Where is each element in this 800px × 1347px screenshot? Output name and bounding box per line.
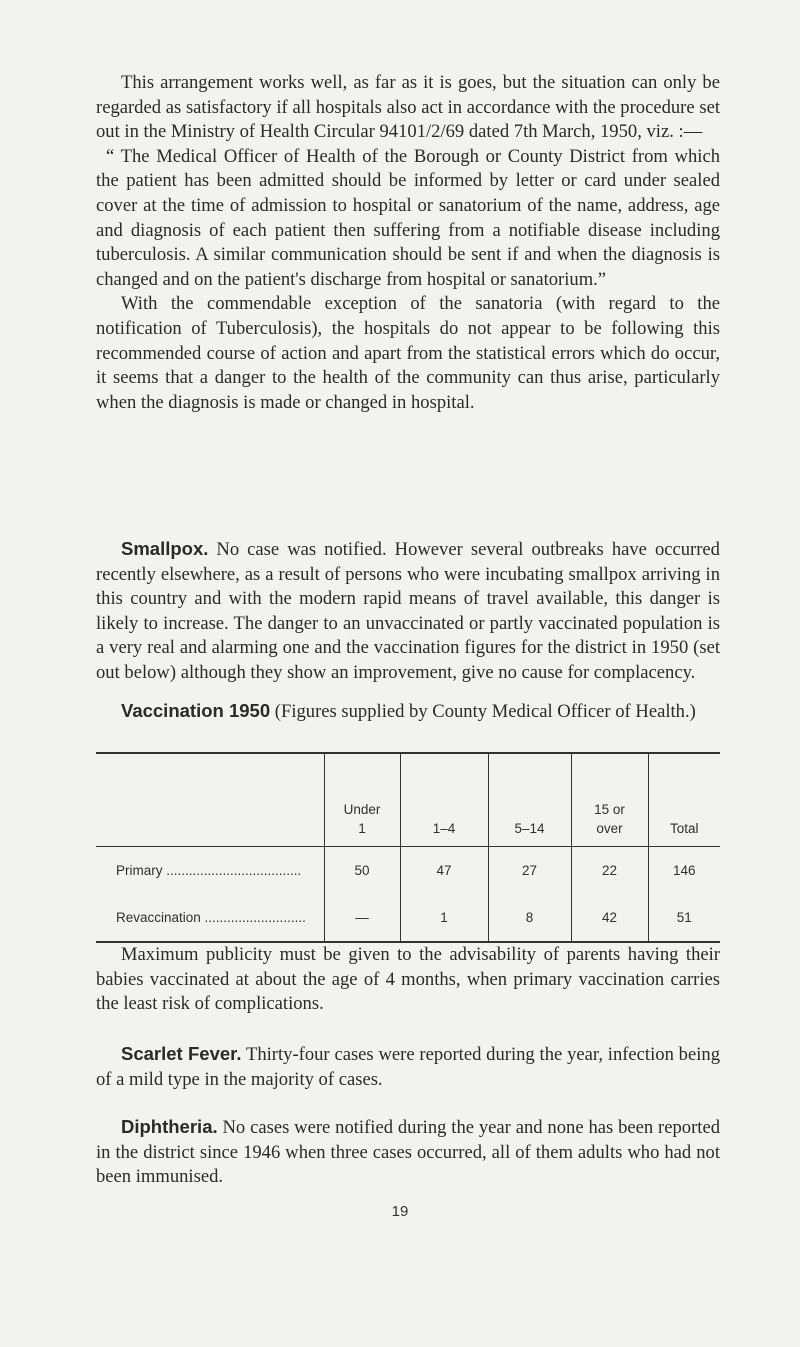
table-cell: 42	[571, 894, 648, 942]
table-cell: 146	[648, 846, 720, 894]
table-cell: 47	[400, 846, 488, 894]
diphtheria-body: No cases were notified during the year and none has been reported in the district since 1946 when three cases occurred, all of them adults who had not been immunised.	[96, 1117, 720, 1188]
paragraph-sanatoria-exception: With the commendable exception of the sanatoria (with regard to the notification of Tuberculosis), the hospitals do not appear to be following this recommended course of action and apart from the statistical errors which do occur, it seems that a danger to the health of the community can thus arise, particularly when the diagnosis is made or changed in hospital.	[96, 293, 720, 413]
diphtheria-paragraph	[96, 1115, 720, 1190]
intro-section	[96, 71, 720, 415]
paragraph-ministry-quote: “ The Medical Officer of Health of the Borough or County District from which the patient has been admitted should be informed by letter or card under sealed cover at the time of admission to hospital or sanatorium of the name, address, age and diagnosis of each patient then suffering from a notifiable disease including tuberculosis. A similar communication should be sent if and when the diagnosis is changed and on the patient's discharge from hospital or sanatorium.”	[96, 145, 720, 290]
smallpox-body: No case was notified. However several outbreaks have occurred recently elsewhere, as a result of persons who were incubating smallpox arriving in this country and with the modern rapid means of travel available, this danger is likely to increase. The danger to an unvaccinated or partly vaccinated population is a very real and alarming one and the vaccination figures for the district in 1950 (set out below) although they show an improvement, give no cause for complacency.	[96, 539, 720, 683]
paragraph-publicity: Maximum publicity must be given to the advisability of parents having their babies vaccinated at about the age of 4 months, when primary vaccination carries the least risk of complications.	[96, 944, 720, 1015]
scarlet-fever-paragraph	[96, 1042, 720, 1092]
page-number: 19	[391, 1203, 409, 1220]
scarlet-fever-section	[96, 1042, 720, 1092]
table-cell: 22	[571, 846, 648, 894]
header-corner	[96, 753, 324, 846]
paragraph-hospital-arrangement: This arrangement works well, as far as it is goes, but the situation can only be regarded as satisfactory if all hospitals also act in accordance with the procedure set out in the Ministry of Health Circular 94101/2/69 dated 7th March, 1950, viz. :—	[96, 72, 720, 143]
scarlet-fever-body: Thirty-four cases were reported during the year, infection being of a mild type in the majority of cases.	[96, 1044, 720, 1090]
table-cell: 8	[488, 894, 571, 942]
column-header: Under 1	[324, 753, 400, 846]
smallpox-section	[96, 537, 720, 686]
smallpox-heading: Smallpox.	[121, 538, 209, 559]
vaccination-section	[96, 699, 720, 725]
publicity-section	[96, 943, 720, 1017]
vaccination-table	[96, 752, 720, 943]
diphtheria-section	[96, 1115, 720, 1190]
table-row	[96, 846, 720, 894]
table-cell: —	[324, 894, 400, 942]
row-label: Revaccination ...........................	[96, 894, 324, 942]
column-header: 5–14	[488, 753, 571, 846]
vaccination-title-paragraph	[96, 699, 720, 725]
vaccination-heading: Vaccination 1950	[121, 700, 271, 721]
table-row	[96, 894, 720, 942]
scarlet-fever-heading: Scarlet Fever.	[121, 1043, 242, 1064]
table-cell: 51	[648, 894, 720, 942]
diphtheria-heading: Diphtheria.	[121, 1116, 218, 1137]
smallpox-paragraph	[96, 537, 720, 686]
column-header: Total	[648, 753, 720, 846]
table-cell: 27	[488, 846, 571, 894]
vaccination-subtitle: (Figures supplied by County Medical Officer of Health.)	[274, 701, 696, 722]
column-header: 15 or over	[571, 753, 648, 846]
table-cell: 50	[324, 846, 400, 894]
column-header: 1–4	[400, 753, 488, 846]
row-label: Primary ....................................	[96, 846, 324, 894]
table-header-row	[96, 753, 720, 846]
table-cell: 1	[400, 894, 488, 942]
